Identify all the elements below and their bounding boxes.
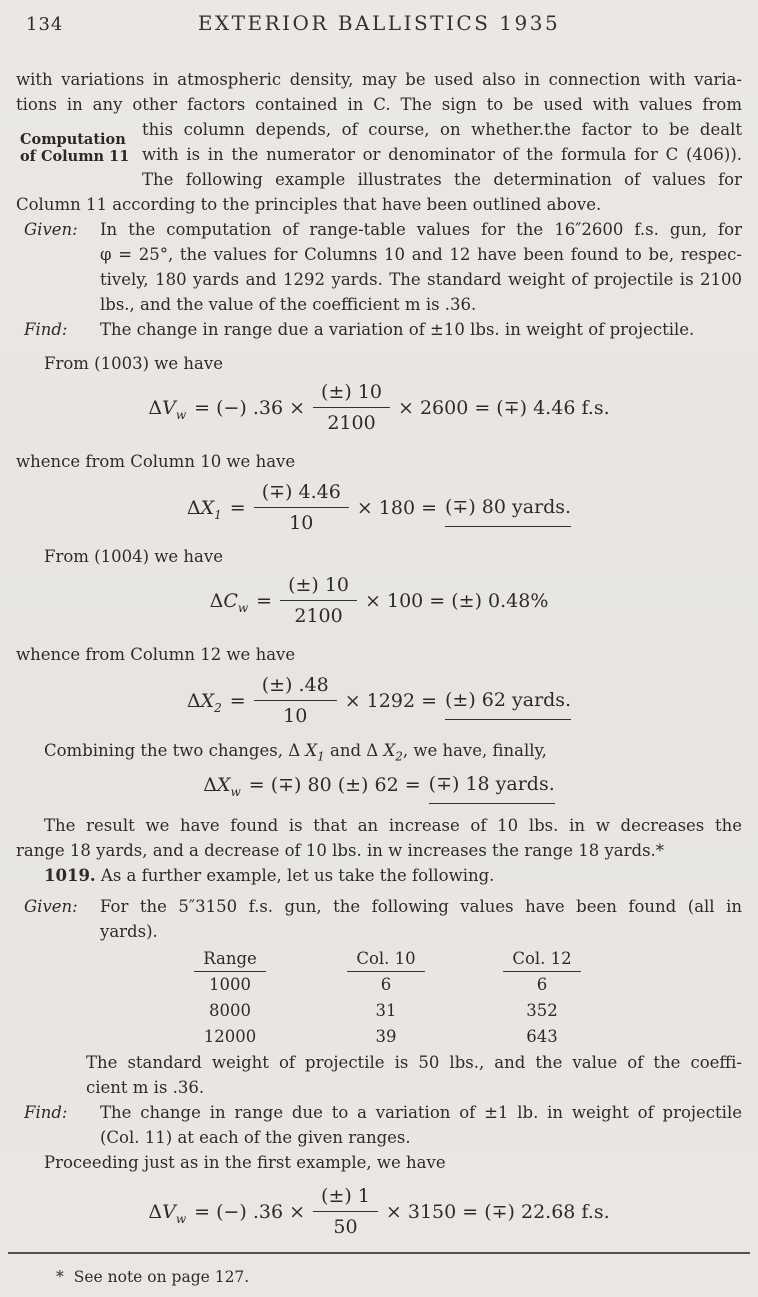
body-line: The result we have found is that an increase of 10 lbs. in w decreases the <box>44 816 742 835</box>
table-cell: 8000 <box>209 1001 251 1020</box>
given-label: Given: <box>24 897 78 916</box>
table-cell: 1000 <box>209 975 251 994</box>
page-number: 134 <box>26 14 64 35</box>
formula-operator: × 180 = <box>356 496 437 519</box>
body-line: with variations in atmospheric density, may be used also in connection with varia- <box>16 70 742 89</box>
body-line: yards). <box>100 922 158 941</box>
find-block-1 <box>16 317 742 342</box>
fraction <box>280 573 357 628</box>
formula-result: × 3150 = (∓) 22.68 f.s. <box>385 1200 610 1223</box>
table-header-cell: Col. 10 <box>311 946 461 972</box>
running-title: EXTERIOR BALLISTICS 1935 <box>197 11 561 35</box>
formula-delta-cw <box>16 573 742 628</box>
formula-delta-xw <box>16 772 742 797</box>
table-cell: 643 <box>526 1027 558 1046</box>
lead-from-1004: From (1004) we have <box>44 547 223 566</box>
fraction <box>313 380 390 435</box>
body-line: cient m is .36. <box>86 1078 205 1097</box>
combining-line: Combining the two changes, Δ $X_1$ and Δ $X_2$, we have, finally, <box>44 741 547 764</box>
footnote-text: See note on page 127. <box>73 1268 250 1286</box>
table-cell: 31 <box>375 1001 397 1020</box>
body-line: tively, 180 yards and 1292 yards. The standard weight of projectile is 2100 <box>100 270 742 289</box>
formula-lhs: $\Delta X_2$ <box>186 689 222 715</box>
given-block-1 <box>16 217 742 317</box>
margin-note <box>20 131 140 165</box>
denominator: 2100 <box>327 412 376 434</box>
formula-operator: = <box>229 689 246 712</box>
body-line: The change in range due to a variation of ±1 lb. in weight of projectile <box>100 1103 742 1122</box>
formula-result-underlined: (∓) 80 yards. <box>445 495 571 527</box>
given-label: Given: <box>24 220 78 239</box>
formula-delta-x2 <box>16 673 742 728</box>
margin-note-line2: of Column 11 <box>20 148 130 165</box>
denominator: 10 <box>283 705 308 727</box>
table-row <box>155 972 742 998</box>
table-row <box>155 1024 742 1050</box>
formula-operator: = <box>256 589 273 612</box>
numerator: (±) 10 <box>313 380 390 408</box>
table-cell: 352 <box>526 1001 558 1020</box>
page-header <box>16 10 742 40</box>
body-line: with is in the numerator or denominator of the formula for C (406)). <box>142 145 742 164</box>
formula-delta-x1 <box>16 480 742 535</box>
result-paragraph <box>16 813 742 863</box>
numerator: (∓) 4.46 <box>254 480 349 508</box>
formula-result-underlined: (∓) 18 yards. <box>429 772 555 804</box>
fraction <box>254 673 337 728</box>
table-cell: 39 <box>375 1027 397 1046</box>
indented-block <box>142 117 742 192</box>
numerator: (±) 10 <box>280 573 357 601</box>
table-cell: 12000 <box>203 1027 257 1046</box>
formula-operator: = (−) .36 × <box>194 396 306 419</box>
formula-lhs: $\Delta X_1$ <box>186 496 222 522</box>
footnote-marker: * <box>56 1268 64 1286</box>
whence-col10: whence from Column 10 we have <box>16 452 296 471</box>
formula-result: × 100 = (±) 0.48% <box>365 589 549 612</box>
table-header-cell: Col. 12 <box>467 946 617 972</box>
find-label: Find: <box>24 320 68 339</box>
paragraph-computation <box>16 67 742 217</box>
body-line: The standard weight of projectile is 50 lbs., and the value of the coeffi- <box>86 1053 742 1072</box>
body-line: lbs., and the value of the coefficient m is .36. <box>100 295 477 314</box>
formula-operator: = (∓) 80 (±) 62 = <box>248 773 421 796</box>
proceeding-line: Proceeding just as in the first example, we have <box>44 1153 446 1172</box>
fraction <box>313 1184 378 1239</box>
body-line: For the 5″3150 f.s. gun, the following values have been found (all in <box>100 897 742 916</box>
whence-col12: whence from Column 12 we have <box>16 645 296 664</box>
formula-result: × 2600 = (∓) 4.46 f.s. <box>398 396 610 419</box>
std-weight-paragraph <box>86 1050 742 1100</box>
formula-lhs: $\Delta C_w$ <box>209 589 249 615</box>
body-line: this column depends, of course, on whether.the factor to be dealt <box>142 120 742 139</box>
formula-operator: = (−) .36 × <box>194 1200 306 1223</box>
formula-lhs: $\Delta V_w$ <box>148 1200 187 1226</box>
formula-operator: = <box>229 496 246 519</box>
formula-delta-vw-2 <box>16 1184 742 1239</box>
section-1019: 1019. As a further example, let us take the following. <box>44 866 495 885</box>
body-line: Column 11 according to the principles that have been outlined above. <box>16 195 602 214</box>
denominator: 10 <box>289 512 314 534</box>
values-table <box>155 946 742 1050</box>
denominator: 50 <box>333 1216 358 1238</box>
fraction <box>254 480 349 535</box>
find-block-2 <box>16 1100 742 1150</box>
table-cell: 6 <box>380 975 392 994</box>
table-header-cell: Range <box>155 946 305 972</box>
formula-operator: × 1292 = <box>344 689 437 712</box>
body-line: The following example illustrates the determination of values for <box>142 170 742 189</box>
formula-lhs: $\Delta V_w$ <box>148 396 187 422</box>
numerator: (±) .48 <box>254 673 337 701</box>
table-row <box>155 998 742 1024</box>
formula-lhs: $\Delta X_w$ <box>203 773 241 799</box>
footnote <box>56 1265 742 1290</box>
body-line: φ = 25°, the values for Columns 10 and 12 have been found to be, respec- <box>100 245 742 264</box>
table-cell: 6 <box>536 975 548 994</box>
section-number: 1019. <box>44 866 96 885</box>
denominator: 2100 <box>294 605 343 627</box>
find-label: Find: <box>24 1103 68 1122</box>
formula-delta-vw-1 <box>16 380 742 435</box>
body-line: In the computation of range-table values for the 16″2600 f.s. gun, for <box>100 220 742 239</box>
body-line: The change in range due a variation of ±10 lbs. in weight of projectile. <box>100 320 695 339</box>
given-block-2 <box>16 894 742 944</box>
formula-result-underlined: (±) 62 yards. <box>445 688 571 720</box>
lead-from-1003: From (1003) we have <box>44 354 223 373</box>
numerator: (±) 1 <box>313 1184 378 1212</box>
body-line: range 18 yards, and a decrease of 10 lbs. in w increases the range 18 yards.* <box>16 841 665 860</box>
body-line: (Col. 11) at each of the given ranges. <box>100 1128 411 1147</box>
footnote-rule <box>8 1252 750 1254</box>
body-line: tions in any other factors contained in C. The sign to be used with values from <box>16 95 742 114</box>
table-header-row <box>155 946 742 972</box>
margin-note-line1: Computation <box>20 131 126 148</box>
